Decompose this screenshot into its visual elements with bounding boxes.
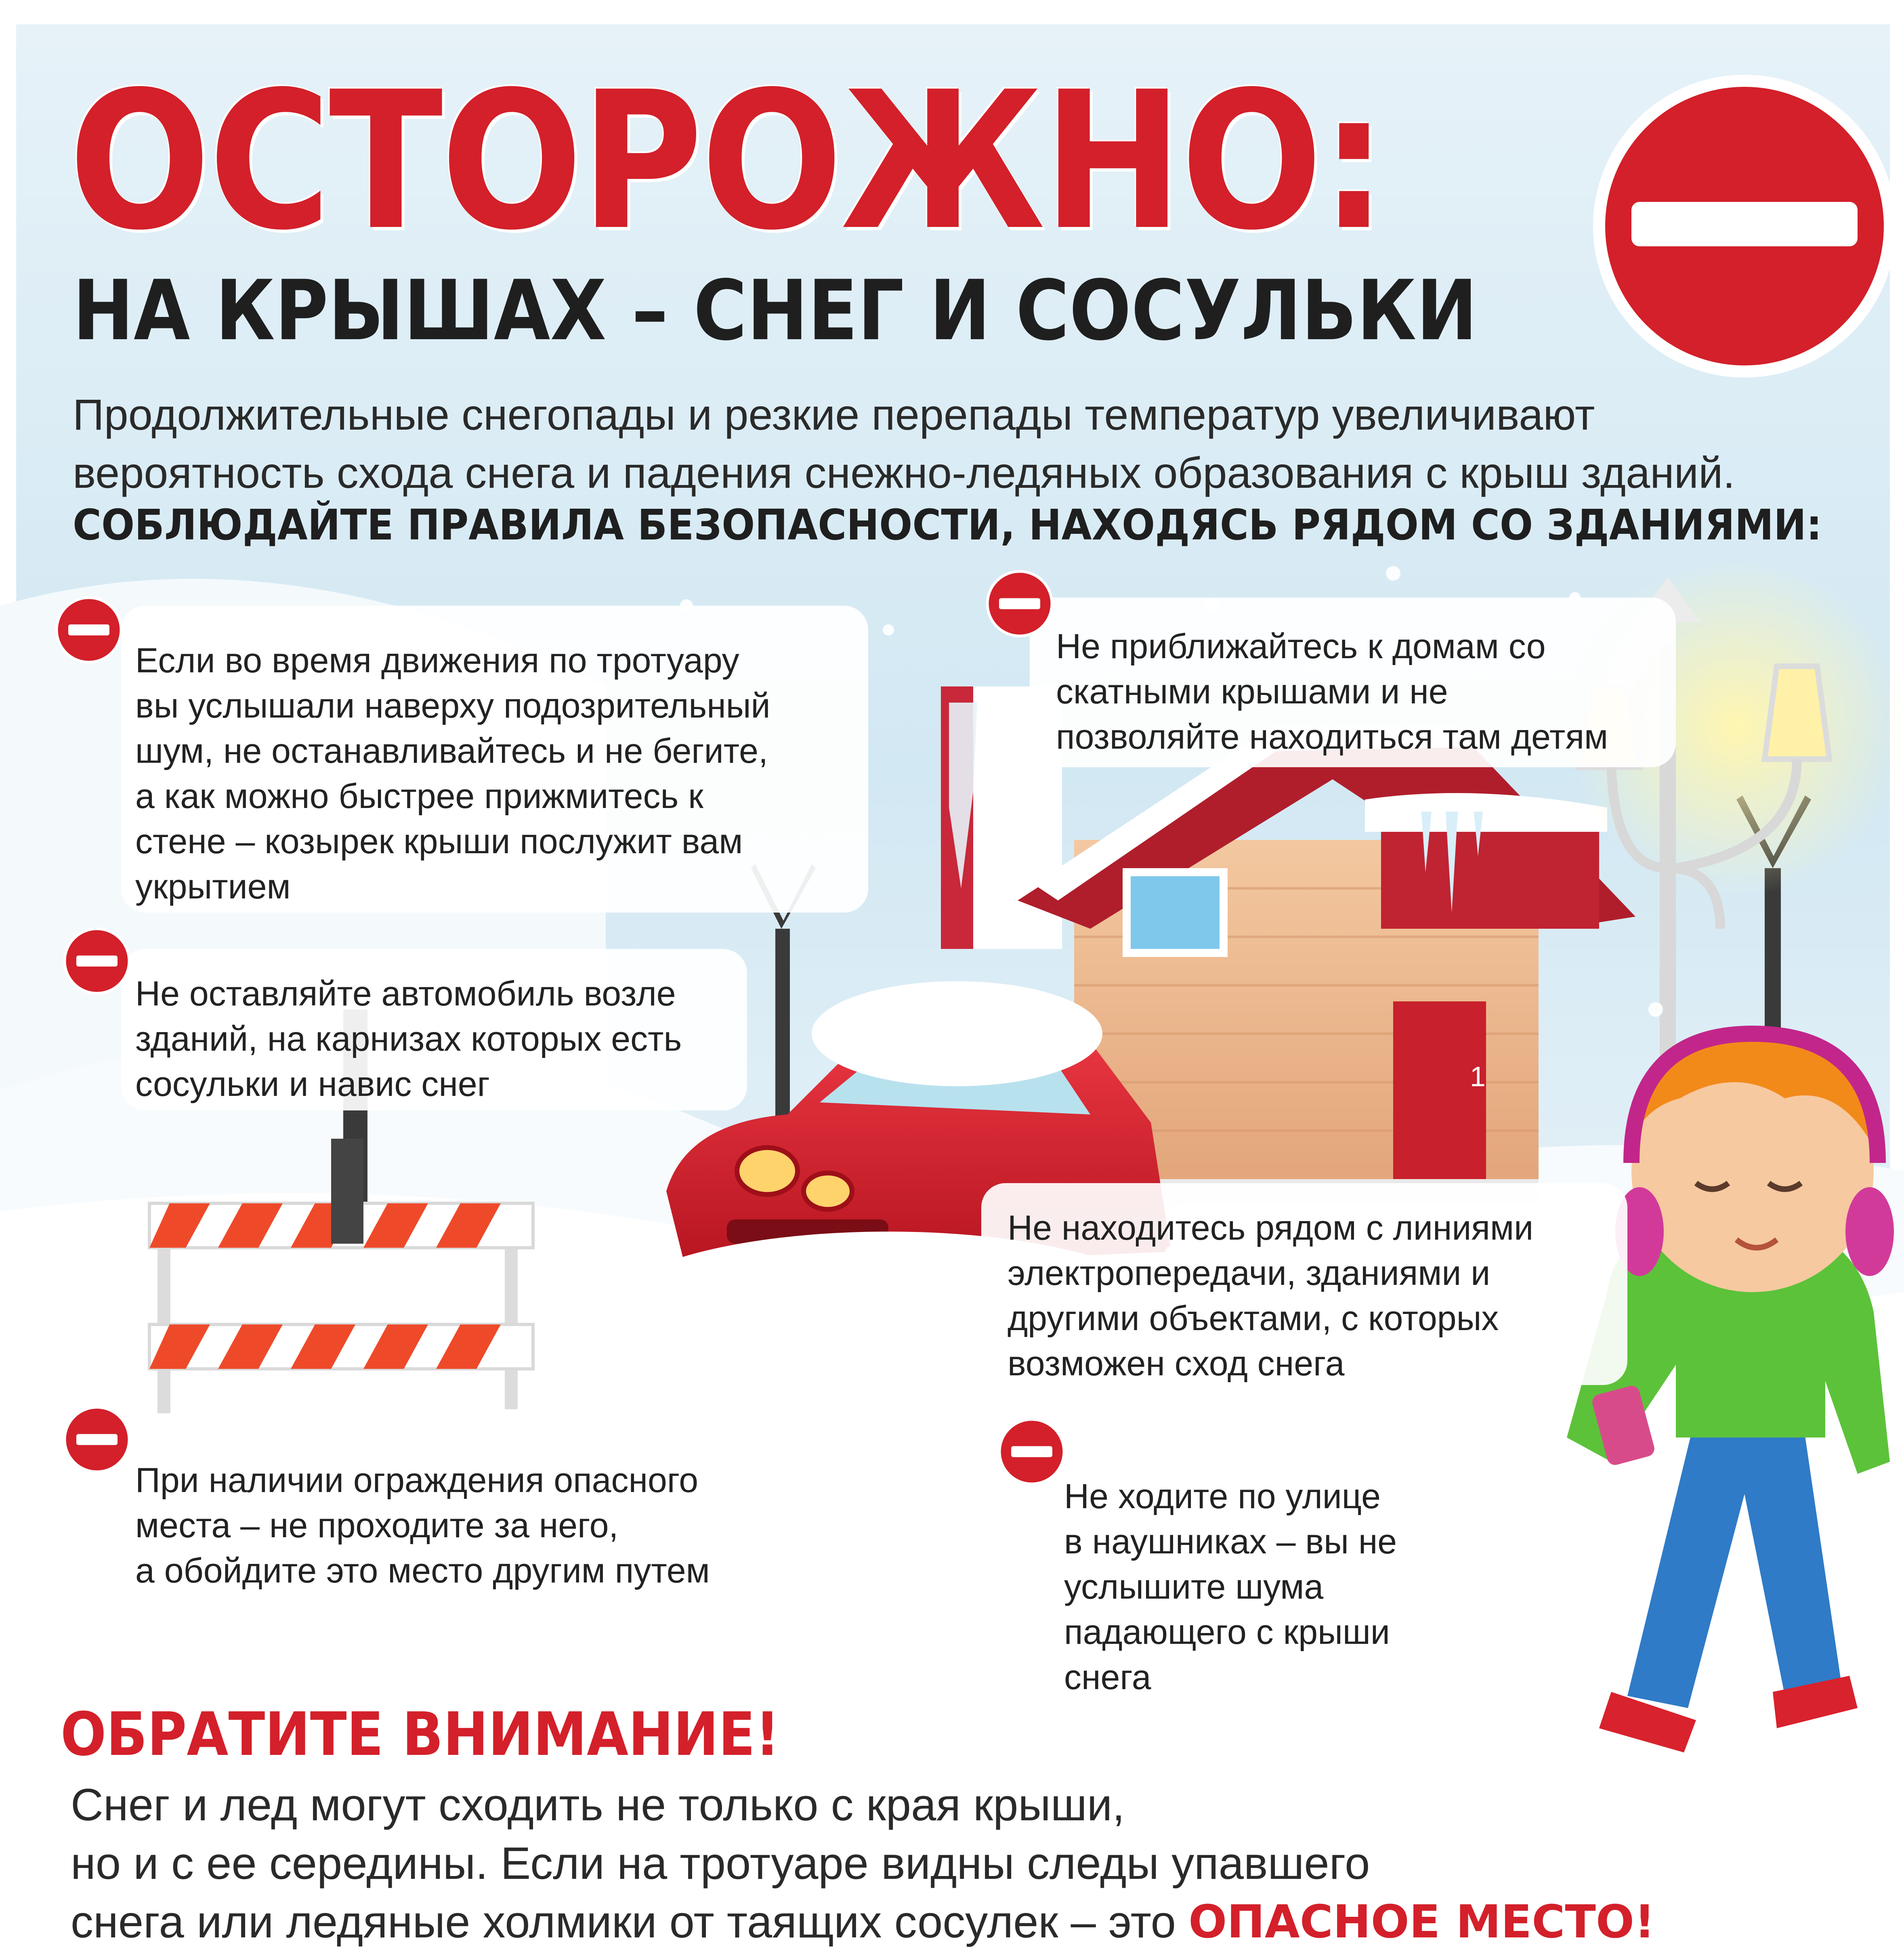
attention-line-1: Снег и лед могут сходить не только с края крыши, bbox=[71, 1780, 1125, 1830]
attention-line-3 bbox=[71, 1894, 1686, 1950]
attention-line-3-text: снега или ледяные холмики от таящих сосулек – это bbox=[71, 1897, 1176, 1947]
no-entry-sign bbox=[1599, 81, 1890, 371]
no-entry-icon bbox=[63, 1405, 131, 1474]
rule-1-text: Если во время движения по тротуару вы услышали наверху подозрительный шум, не останавливайтесь и не бегите, а как можно быстрее прижмитесь к стене – козырек крыши послужит вам укрытием bbox=[135, 641, 770, 906]
intro-text bbox=[73, 386, 1898, 502]
svg-text:1: 1 bbox=[1470, 1061, 1486, 1092]
rule-5-text: При наличии ограждения опасного места – не проходите за него, а обойдите это место другим путем bbox=[135, 1461, 710, 1590]
page-subtitle: НА КРЫШАХ – СНЕГ И СОСУЛЬКИ bbox=[73, 263, 1478, 359]
no-entry-icon bbox=[63, 927, 131, 995]
no-entry-icon bbox=[55, 596, 123, 664]
no-entry-icon bbox=[997, 1417, 1066, 1486]
page-title: ОСТОРОЖНО: bbox=[69, 51, 1385, 272]
no-entry-icon bbox=[985, 569, 1054, 638]
safety-callout: СОБЛЮДАЙТЕ ПРАВИЛА БЕЗОПАСНОСТИ, НАХОДЯСЬ РЯДОМ СО ЗДАНИЯМИ: bbox=[73, 500, 1822, 550]
rule-3-text: Не оставляйте автомобиль возле зданий, на карнизах которых есть сосульки и навис снег bbox=[135, 974, 682, 1104]
rule-2-text: Не приближайтесь к домам со скатными крышами и не позволяйте находиться там детям bbox=[1056, 627, 1608, 756]
intro-line-2: вероятность схода снега и падения снежно-ледяных образования с крыш зданий. bbox=[73, 448, 1735, 497]
danger-place-label: ОПАСНОЕ МЕСТО! bbox=[1188, 1896, 1655, 1948]
attention-line-2: но и с ее середины. Если на тротуаре видны следы упавшего bbox=[71, 1838, 1370, 1889]
rule-4-text: Не находитесь рядом с линиями электропередачи, зданиями и другими объектами, с которых возможен сход снега bbox=[1008, 1209, 1534, 1383]
intro-line-1: Продолжительные снегопады и резкие перепады температур увеличивают bbox=[73, 390, 1595, 439]
attention-heading: ОБРАТИТЕ ВНИМАНИЕ! bbox=[61, 1700, 780, 1769]
rule-6-text: Не ходите по улице в наушниках – вы не услышите шума падающего с крыши снега bbox=[1064, 1477, 1397, 1697]
